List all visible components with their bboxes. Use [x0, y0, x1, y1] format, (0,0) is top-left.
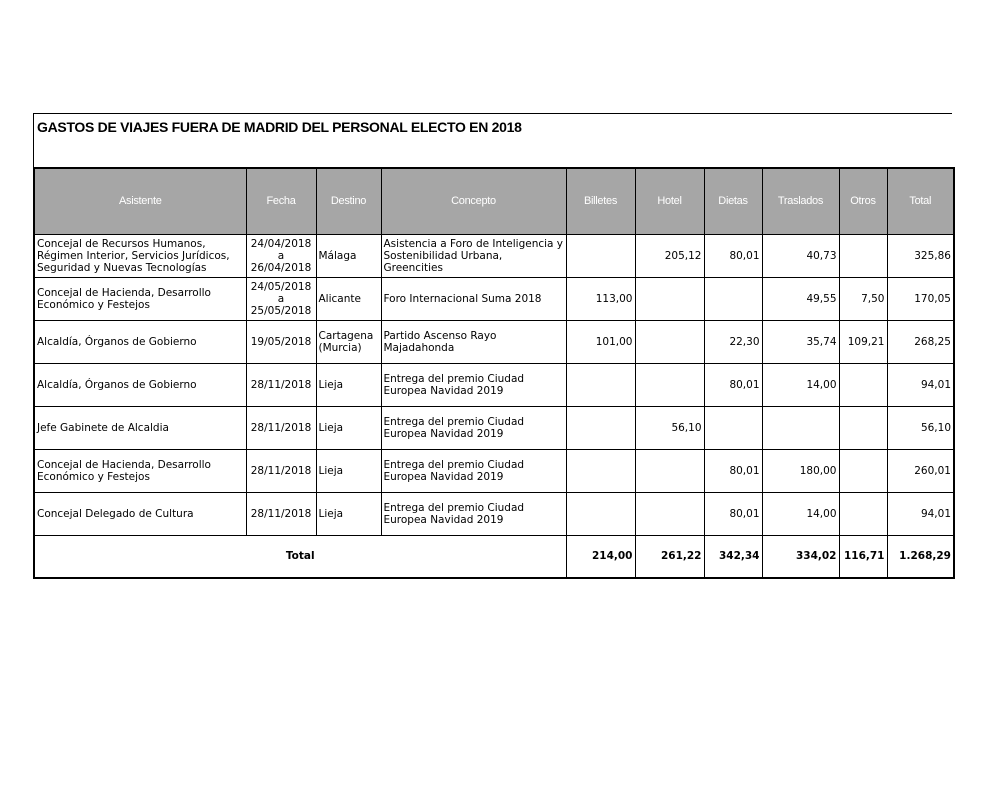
cell-hotel	[635, 449, 704, 492]
cell-total: 260,01	[887, 449, 954, 492]
cell-fecha: 28/11/2018	[246, 406, 316, 449]
cell-traslados: 49,55	[762, 277, 839, 320]
page-title: GASTOS DE VIAJES FUERA DE MADRID DEL PERSONAL ELECTO EN 2018	[37, 119, 522, 135]
cell-billetes	[566, 449, 635, 492]
cell-dietas: 22,30	[704, 320, 762, 363]
fecha-sep: a	[277, 292, 285, 305]
table-row	[34, 449, 954, 492]
cell-billetes	[566, 363, 635, 406]
cell-dietas: 80,01	[704, 234, 762, 277]
cell-asistente: Alcaldía, Órganos de Gobierno	[34, 363, 246, 406]
cell-total: 56,10	[887, 406, 954, 449]
cell-total: 325,86	[887, 234, 954, 277]
cell-destino: Alicante	[316, 277, 381, 320]
header-hotel: Hotel	[635, 168, 704, 234]
cell-asistente: Concejal de Hacienda, Desarrollo Económico y Festejos	[34, 277, 246, 320]
header-traslados: Traslados	[762, 168, 839, 234]
fecha-sep: a	[277, 249, 285, 262]
cell-fecha: 28/11/2018	[246, 363, 316, 406]
cell-otros	[839, 406, 887, 449]
cell-total: 170,05	[887, 277, 954, 320]
cell-dietas	[704, 277, 762, 320]
cell-otros: 109,21	[839, 320, 887, 363]
total-hotel: 261,22	[635, 535, 704, 578]
fecha-desde: 24/05/2018	[250, 280, 312, 293]
total-dietas: 342,34	[704, 535, 762, 578]
cell-fecha: 28/11/2018	[246, 449, 316, 492]
cell-concepto: Partido Ascenso Rayo Majadahonda	[381, 320, 566, 363]
cell-traslados: 40,73	[762, 234, 839, 277]
cell-otros	[839, 363, 887, 406]
cell-traslados: 180,00	[762, 449, 839, 492]
cell-otros	[839, 234, 887, 277]
table-row	[34, 320, 954, 363]
cell-asistente: Concejal de Recursos Humanos, Régimen Interior, Servicios Jurídicos, Seguridad y Nuevas Tecnologías	[34, 234, 246, 277]
header-dietas: Dietas	[704, 168, 762, 234]
fecha-desde: 24/04/2018	[250, 237, 312, 250]
cell-billetes	[566, 234, 635, 277]
cell-asistente: Jefe Gabinete de Alcaldia	[34, 406, 246, 449]
cell-total: 94,01	[887, 492, 954, 535]
cell-total: 94,01	[887, 363, 954, 406]
header-asistente: Asistente	[34, 168, 246, 234]
cell-otros: 7,50	[839, 277, 887, 320]
table-row	[34, 277, 954, 320]
cell-destino: Lieja	[316, 406, 381, 449]
header-otros: Otros	[839, 168, 887, 234]
fecha-hasta: 26/04/2018	[250, 261, 312, 274]
table-row	[34, 363, 954, 406]
cell-billetes: 101,00	[566, 320, 635, 363]
cell-billetes	[566, 406, 635, 449]
expenses-table	[33, 167, 955, 579]
cell-concepto: Entrega del premio Ciudad Europea Navidad 2019	[381, 492, 566, 535]
totals-label: Total	[34, 535, 566, 578]
cell-traslados: 35,74	[762, 320, 839, 363]
cell-fecha	[246, 234, 316, 277]
cell-destino: Lieja	[316, 363, 381, 406]
table-row	[34, 492, 954, 535]
title-cell	[33, 113, 952, 167]
cell-destino: Lieja	[316, 492, 381, 535]
cell-asistente: Concejal de Hacienda, Desarrollo Económico y Festejos	[34, 449, 246, 492]
expense-sheet	[33, 113, 952, 579]
totals-row	[34, 535, 954, 578]
total-otros: 116,71	[839, 535, 887, 578]
cell-asistente: Alcaldía, Órganos de Gobierno	[34, 320, 246, 363]
header-row	[34, 168, 954, 234]
total-traslados: 334,02	[762, 535, 839, 578]
cell-hotel: 205,12	[635, 234, 704, 277]
cell-dietas: 80,01	[704, 492, 762, 535]
cell-hotel	[635, 363, 704, 406]
cell-fecha: 28/11/2018	[246, 492, 316, 535]
total-billetes: 214,00	[566, 535, 635, 578]
cell-dietas	[704, 406, 762, 449]
cell-fecha: 19/05/2018	[246, 320, 316, 363]
cell-otros	[839, 492, 887, 535]
cell-concepto: Entrega del premio Ciudad Europea Navidad 2019	[381, 449, 566, 492]
cell-concepto: Asistencia a Foro de Inteligencia y Sostenibilidad Urbana, Greencities	[381, 234, 566, 277]
table-row	[34, 406, 954, 449]
fecha-hasta: 25/05/2018	[250, 304, 312, 317]
cell-traslados: 14,00	[762, 363, 839, 406]
cell-destino: Málaga	[316, 234, 381, 277]
header-concepto: Concepto	[381, 168, 566, 234]
cell-billetes: 113,00	[566, 277, 635, 320]
cell-dietas: 80,01	[704, 449, 762, 492]
cell-otros	[839, 449, 887, 492]
header-billetes: Billetes	[566, 168, 635, 234]
cell-total: 268,25	[887, 320, 954, 363]
cell-hotel	[635, 320, 704, 363]
table-row	[34, 234, 954, 277]
cell-destino: Lieja	[316, 449, 381, 492]
cell-asistente: Concejal Delegado de Cultura	[34, 492, 246, 535]
cell-hotel	[635, 277, 704, 320]
cell-fecha	[246, 277, 316, 320]
cell-concepto: Entrega del premio Ciudad Europea Navidad 2019	[381, 363, 566, 406]
cell-hotel: 56,10	[635, 406, 704, 449]
cell-dietas: 80,01	[704, 363, 762, 406]
cell-billetes	[566, 492, 635, 535]
header-destino: Destino	[316, 168, 381, 234]
cell-traslados	[762, 406, 839, 449]
cell-concepto: Entrega del premio Ciudad Europea Navidad 2019	[381, 406, 566, 449]
cell-concepto: Foro Internacional Suma 2018	[381, 277, 566, 320]
header-fecha: Fecha	[246, 168, 316, 234]
header-total: Total	[887, 168, 954, 234]
cell-traslados: 14,00	[762, 492, 839, 535]
total-total: 1.268,29	[887, 535, 954, 578]
cell-destino: Cartagena (Murcia)	[316, 320, 381, 363]
cell-hotel	[635, 492, 704, 535]
